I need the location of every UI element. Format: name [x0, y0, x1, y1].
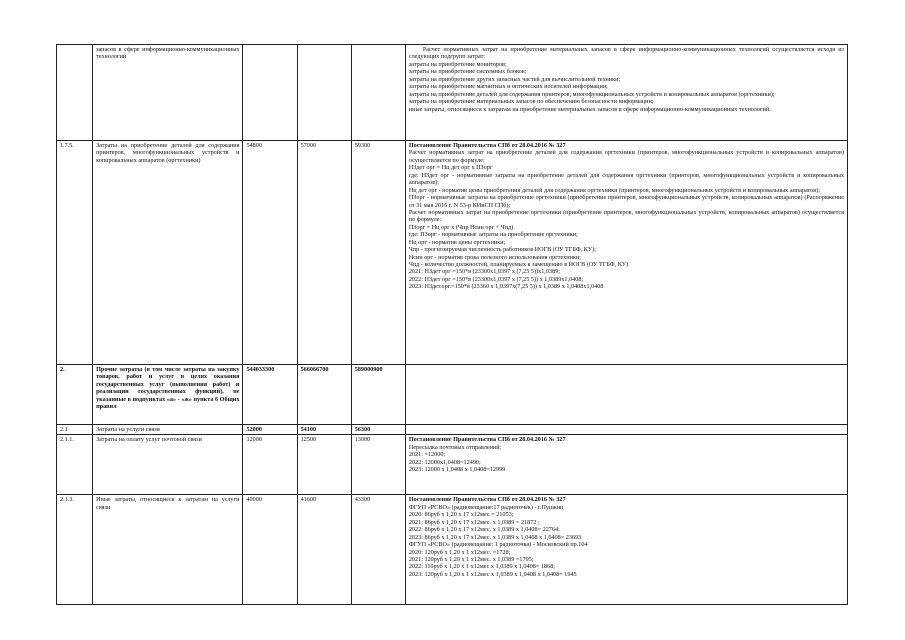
description-line: 2023: 86руб х 1,20 х 17 х12мес. х 1,0389 х 1,0408 х 1,0408= 23693 [408, 533, 582, 541]
value-2022: 57000 [297, 141, 351, 365]
description-line: где: НЗдет орг - нормативные затраты на приобретение деталей для содержания оргтехники (принтеров, многофункциональных устройств и копировальных аппаратов); [408, 171, 844, 187]
row-number: 2. [57, 365, 93, 425]
description-line: 2023: НЗдет.орг.=150*в (23360 х 1,0397х(7,25 5)) х 1,0389 х 1,0408х1,0408 [408, 283, 604, 291]
value-2023: 59300 [351, 141, 405, 365]
row-description [405, 495, 847, 605]
description-line: затраты на приобретение других запасных частей для вычислительной техники; [408, 75, 621, 83]
value-2021: 40000 [243, 495, 297, 605]
row-name: Затраты на приобретение деталей для содержания принтеров, многофункциональных устройств и копировальных аппаратов (оргтехники) [93, 141, 243, 365]
description-line: Нсин орг - норматив срока полезного использования оргтехники; [408, 253, 581, 261]
value-2023: 589000900 [351, 365, 405, 425]
description-line: Чпд - количество должностей, планируемых к замещению в ИОГВ (ОУ ТГБФ, КУ) [408, 261, 629, 268]
row-name: запасов в сфере информационно-коммуникационных технологий [93, 45, 243, 141]
value-2022: 12500 [297, 435, 351, 495]
description-line: 2020: 120руб х 1,20 х 1 х12мес. =1728; [408, 548, 511, 556]
value-2023: 13000 [351, 435, 405, 495]
description-line: 2022: 86руб х 1,20 х 17 х12мес. х 1,0389 х 1,0408= 22764; [408, 526, 560, 534]
row-description [405, 365, 847, 425]
description-line: НЗдет орг = Нц дет орг х ПЗорг [408, 164, 493, 172]
description-line: ПЗорг - нормативные затраты на приобретение оргтехники (приобретение принтеров, многофункциональных устройств, копировальных аппаратов) (Распоряжение от 31 мая 2016 г. N 53-р КИиСП СПб); [408, 194, 844, 209]
value-2023 [351, 45, 405, 141]
row-number: 2.1 [57, 425, 93, 435]
row-description [405, 45, 847, 141]
description-line: где: ПЗорг - нормативные затраты на приобретение оргтехники; [408, 231, 578, 239]
table-row [57, 435, 848, 495]
value-2021: 52000 [243, 425, 297, 435]
value-2023: 56300 [351, 425, 405, 435]
description-line: 2021: НЗдет орг =150*в (23300х1,0397 х (7,25 5))х1,0389; [408, 268, 560, 276]
description-line: 2022: НЗдет орг =150*в (23300х1,0397 х (7,25 5)) х 1,0389х1,0408; [408, 275, 584, 283]
table-row [57, 141, 848, 365]
row-description [405, 425, 847, 435]
description-line: 2023: 120руб х 1,20 х 1 х12мес х 1,0389 х 1,0408 х 1,0408= 1945 [408, 570, 577, 578]
row-name: Затраты на услуги связи [93, 425, 243, 435]
description-line: затраты на приобретение системных блоков; [408, 68, 527, 76]
value-2022: 41600 [297, 495, 351, 605]
table-row [57, 365, 848, 425]
row-number: 2.1.3. [57, 495, 93, 605]
description-line: Расчет нормативных затрат на приобретение оргтехники (приобретение принтеров, многофункциональных устройств, копировальных аппаратов) осуществляется по формуле: [408, 208, 844, 224]
table-row [57, 45, 848, 141]
description-line: 2020: 86руб х 1,20 х 17 х12мес = 21053; [408, 511, 514, 519]
row-name: Иные затраты, относящиеся к затратам на услуги связи [93, 495, 243, 605]
description-line: Расчет нормативных затрат на приобретение деталей для содержания оргтехники (принтеров, многофункциональных устройств и копировальных аппаратов) осуществляется по формуле: [408, 149, 844, 164]
description-line: ПЗорг = Нц орг х (Чпр Нсин орг + Чпд) [408, 223, 514, 231]
description-line: иные затраты, относящиеся к затратам на приобретение материальных запасов в сфере информационно-коммуникационных технологий. [408, 105, 771, 113]
description-line: Пересылка почтовых отправлений: [408, 443, 502, 451]
description-line: Нц дет орг - норматив цены приобретения деталей для содержания оргтехники (принтеров, многофункциональных устройств и копировальных аппаратов); [408, 186, 820, 194]
description-line: 2021: 120руб х 1,20 х 1 х12мес. х 1,0389 =1795; [408, 555, 534, 563]
description-line: затраты на приобретение магнитных и оптических носителей информации; [408, 83, 608, 91]
value-2021: 54800 [243, 141, 297, 365]
description-title: Постановление Правительства СПб от 28.04.2016 № 327 [408, 436, 566, 444]
description-line: затраты на приобретение материальных запасов по обеспечению безопасности информации; [408, 98, 654, 106]
table-row [57, 495, 848, 605]
expense-table-body [57, 45, 848, 605]
row-number [57, 45, 93, 141]
description-line: 2021: =12000; [408, 451, 446, 459]
description-title: Постановление Правительства СПб от 28.04.2016 № 327 [408, 496, 566, 504]
description-line: Нц орг - норматив цены оргтехники; [408, 238, 506, 246]
description-line: 2022: 12000х1,0408=12490; [408, 458, 481, 466]
value-2021 [243, 45, 297, 141]
value-2022 [297, 45, 351, 141]
row-description [405, 141, 847, 365]
expense-table [56, 44, 848, 605]
row-number: 2.1.1. [57, 435, 93, 495]
value-2022: 54100 [297, 425, 351, 435]
description-line: 2022: 110руб х 1,20 х 1 х12мес х 1,0389 х 1,0408= 1868; [408, 563, 555, 571]
description-line: 2023: 12000 х 1,0408 х 1,0408=12999 [408, 466, 506, 474]
row-name: Затраты на оплату услуг почтовой связи [93, 435, 243, 495]
row-number: 1.7.5. [57, 141, 93, 365]
description-title: Постановление Правительства СПб от 28.04.2016 № 327 [408, 142, 566, 149]
value-2022: 566066700 [297, 365, 351, 425]
description-line: 2021: 86руб х 1,20 х 17 х12мес. х 1,0389 = 21872 ; [408, 518, 540, 526]
description-line: Чпр - прогнозируемая численность работников ИОГВ (ОУ ТГБФ, КУ); [408, 246, 596, 254]
description-line: Расчет нормативных затрат на приобретение материальных запасов в сфере информационно-коммуникационных технологий осуществляется исходя из следующих подгрупп затрат: [408, 46, 844, 61]
table-row [57, 425, 848, 435]
description-line: затраты на приобретение деталей для содержания принтеров, многофункциональных устройств и копировальных аппаратов (оргтехники); [408, 90, 775, 98]
description-line: ФГУП «РСВО» (радиовещание:17 радиоточек) - г.Пушкин [408, 503, 564, 511]
value-2021: 544033300 [243, 365, 297, 425]
row-name: Прочие затраты (в том числе затраты на закупку товаров, работ и услуг в целях оказания государственных услуг (выполнения работ) и реализации государственных функций), не указанные в подпунктах «а» - «ж» пункта 6 Общих правил [93, 365, 243, 425]
description-line: ФГУП «РСВО» (радиовещание: 1 радиоточка) - Московский пр.104 [408, 541, 588, 549]
value-2023: 43300 [351, 495, 405, 605]
row-description [405, 435, 847, 495]
description-line: затраты на приобретение мониторов; [408, 60, 507, 68]
value-2021: 12000 [243, 435, 297, 495]
